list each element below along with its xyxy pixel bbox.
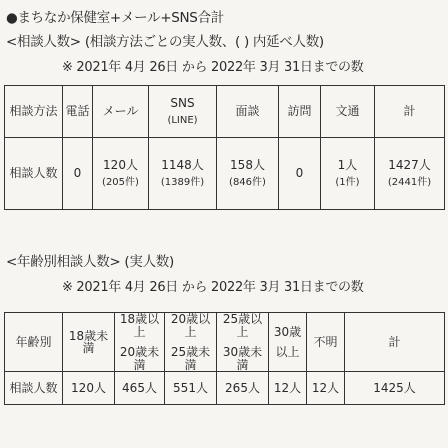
table2-header-row xyxy=(5,313,445,372)
header-line: 25歳以上 xyxy=(222,312,263,339)
header-line: 18歳以上 xyxy=(119,312,160,339)
document-title: ●まちなか保健室+メール+SNS合計 xyxy=(6,10,224,26)
table2-cell: 12人 xyxy=(307,372,345,405)
section1-period: ※ 2021年 4月 26日 から 2022年 3月 31日までの数 xyxy=(62,60,364,75)
header-line: 25歳未満 xyxy=(170,345,211,372)
count: (205件) xyxy=(102,176,139,188)
table2-cell: 465人 xyxy=(115,372,165,405)
header-line: 18歳未満 xyxy=(68,328,109,356)
table1-header-row xyxy=(5,86,445,138)
table1-cell-total xyxy=(375,138,445,210)
table2-header-cell xyxy=(345,313,445,372)
table2-header-cell xyxy=(63,313,115,372)
table1-header-cell: 相談方法 xyxy=(5,86,63,138)
value: 1人 xyxy=(337,157,358,172)
header-line: 20歳以上 xyxy=(170,312,211,339)
header-line: 年齢別 xyxy=(15,334,52,349)
section1-subtitle: <相談人数> (相談方法ごとの実人数、( ) 内延べ人数) xyxy=(6,34,324,50)
table1-header-cell: 面談 xyxy=(217,86,279,138)
table2-cell: 551人 xyxy=(165,372,217,405)
table2-cell: 120人 xyxy=(63,372,115,405)
count: (1389件) xyxy=(160,176,205,188)
table2-header-cell xyxy=(307,313,345,372)
header-line: 以上 xyxy=(275,345,300,360)
consultation-method-table xyxy=(4,85,445,210)
value: 1427人 xyxy=(388,157,431,172)
table2-header-cell xyxy=(115,313,165,372)
value: 120人 xyxy=(103,157,138,172)
sns-label: SNS xyxy=(170,95,195,110)
value: 0 xyxy=(73,166,82,181)
table1-cell-mail xyxy=(93,138,149,210)
table2-header-cell xyxy=(5,313,63,372)
table2-cell: 12人 xyxy=(269,372,307,405)
table1-cell-letter xyxy=(321,138,375,210)
table1-header-cell: 電話 xyxy=(63,86,93,138)
count: (2441件) xyxy=(387,176,432,188)
table2-header-cell xyxy=(269,313,307,372)
count: (1件) xyxy=(335,176,360,188)
table1-cell-interview xyxy=(217,138,279,210)
table1-header-cell: メール xyxy=(93,86,149,138)
table2-cell: 1425人 xyxy=(345,372,445,405)
table2-header-cell xyxy=(217,313,269,372)
header-line: 不明 xyxy=(313,334,338,349)
table1-header-cell: 文通 xyxy=(321,86,375,138)
table1-row-label: 相談人数 xyxy=(5,138,63,210)
count: (846件) xyxy=(229,176,266,188)
table1-header-cell: 計 xyxy=(375,86,445,138)
section2-period: ※ 2021年 4月 26日 から 2022年 3月 31日までの数 xyxy=(62,280,364,295)
table1-data-row xyxy=(5,138,445,210)
table1-header-cell xyxy=(149,86,217,138)
section2-subtitle: <年齢別相談人数> (実人数) xyxy=(6,254,174,270)
table2-cell: 265人 xyxy=(217,372,269,405)
table1-header-cell: 訪問 xyxy=(279,86,321,138)
header-line: 20歳未満 xyxy=(119,345,160,372)
value: 0 xyxy=(295,166,304,181)
table1-cell-phone xyxy=(63,138,93,210)
table2-data-row xyxy=(5,372,445,405)
header-line: 30歳 xyxy=(273,324,302,339)
table1-cell-visit xyxy=(279,138,321,210)
table1-cell-sns xyxy=(149,138,217,210)
value: 1148人 xyxy=(161,157,204,172)
table2-header-cell xyxy=(165,313,217,372)
header-line: 30歳未満 xyxy=(222,345,263,372)
sns-note: (LINE) xyxy=(167,114,198,126)
header-line: 計 xyxy=(388,334,401,349)
age-group-table xyxy=(4,312,445,405)
table2-row-label: 相談人数 xyxy=(5,372,63,405)
value: 158人 xyxy=(230,157,265,172)
